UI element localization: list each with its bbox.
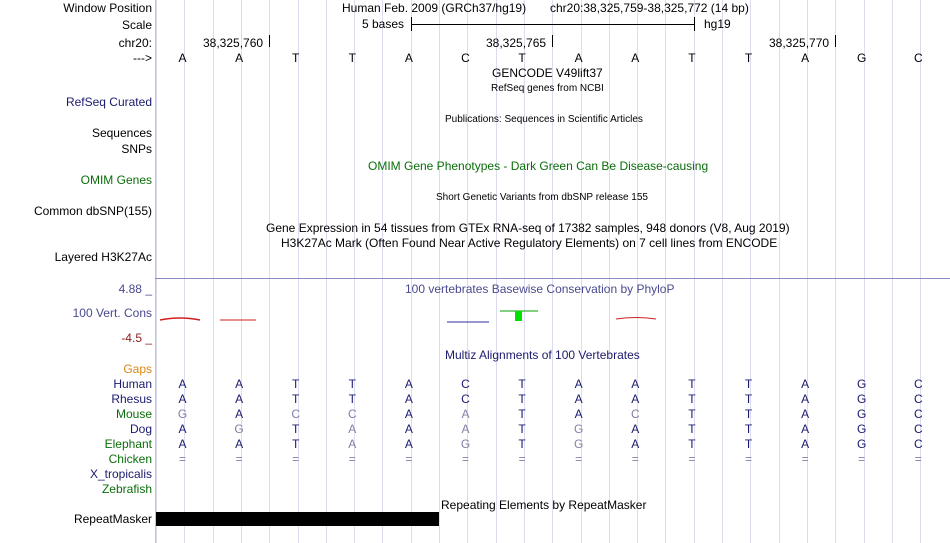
alignment-base: T bbox=[688, 377, 696, 391]
repeatmasker-track-title: Repeating Elements by RepeatMasker bbox=[441, 498, 647, 512]
alignment-base: A bbox=[801, 407, 810, 421]
alignment-base: A bbox=[631, 377, 640, 391]
conservation-max-label: 4.88 _ bbox=[118, 282, 152, 296]
alignment-base: A bbox=[631, 437, 640, 451]
alignment-base: C bbox=[913, 377, 923, 391]
species-label[interactable]: Mouse bbox=[115, 407, 152, 421]
alignment-base: G bbox=[857, 392, 867, 406]
gridline bbox=[269, 0, 270, 543]
alignment-base: C bbox=[913, 437, 923, 451]
vert-cons-label[interactable]: 100 Vert. Cons bbox=[72, 306, 152, 320]
alignment-base: = bbox=[631, 452, 639, 466]
repeatmasker-label[interactable]: RepeatMasker bbox=[73, 512, 152, 526]
alignment-base: C bbox=[913, 407, 923, 421]
alignment-base: T bbox=[518, 407, 526, 421]
scale-db: hg19 bbox=[704, 17, 731, 31]
coord-tick-label: 38,325,760 bbox=[203, 36, 264, 50]
gridline bbox=[213, 0, 214, 543]
alignment-base: = bbox=[292, 452, 300, 466]
scale-value: 5 bases bbox=[362, 17, 405, 31]
conservation-mark bbox=[515, 311, 522, 321]
gaps-label[interactable]: Gaps bbox=[123, 362, 152, 376]
sequences-label[interactable]: Sequences bbox=[91, 126, 152, 140]
alignment-base: A bbox=[235, 392, 244, 406]
coord-tick bbox=[269, 35, 270, 47]
alignment-base: T bbox=[518, 377, 526, 391]
alignment-base: = bbox=[914, 452, 922, 466]
species-label[interactable]: Rhesus bbox=[111, 392, 152, 406]
alignment-base: T bbox=[348, 392, 356, 406]
alignment-base: A bbox=[801, 437, 810, 451]
alignment-base: C bbox=[913, 392, 923, 406]
alignment-base: G bbox=[857, 437, 867, 451]
alignment-base: A bbox=[178, 377, 187, 391]
assembly-name: Human Feb. 2009 (GRCh37/hg19) bbox=[342, 1, 527, 15]
alignment-base: T bbox=[744, 392, 753, 406]
coord-tick bbox=[552, 35, 553, 47]
reference-base: T bbox=[348, 51, 356, 65]
scale-label: Scale bbox=[121, 18, 152, 32]
alignment-base: T bbox=[292, 437, 300, 451]
coord-tick bbox=[835, 35, 836, 47]
species-label[interactable]: Zebrafish bbox=[101, 482, 152, 496]
alignment-base: T bbox=[348, 377, 356, 391]
conservation-plot bbox=[156, 305, 950, 325]
label-separator bbox=[155, 0, 156, 543]
gridline bbox=[382, 0, 383, 543]
coord-tick-label: 38,325,770 bbox=[769, 36, 830, 50]
scale-bar bbox=[411, 24, 694, 25]
alignment-base: A bbox=[801, 422, 810, 436]
reference-base: A bbox=[574, 51, 583, 65]
alignment-base: A bbox=[574, 392, 583, 406]
alignment-base: = bbox=[744, 452, 752, 466]
gridline bbox=[665, 0, 666, 543]
alignment-base: T bbox=[518, 392, 526, 406]
alignment-base: G bbox=[234, 422, 244, 436]
alignment-base: C bbox=[461, 377, 470, 391]
position-readout: chr20:38,325,759-38,325,772 (14 bp) bbox=[550, 1, 749, 15]
alignment-base: A bbox=[235, 407, 244, 421]
alignment-base: T bbox=[518, 422, 526, 436]
reference-base: T bbox=[744, 51, 753, 65]
alignment-base: T bbox=[744, 422, 753, 436]
multiz-track-title: Multiz Alignments of 100 Vertebrates bbox=[445, 348, 640, 362]
h3k27ac-track-title: H3K27Ac Mark (Often Found Near Active Regulatory Elements) on 7 cell lines from ENCODE bbox=[281, 236, 778, 250]
alignment-base: = bbox=[575, 452, 583, 466]
refseq-curated-label[interactable]: RefSeq Curated bbox=[65, 95, 152, 109]
alignment-base: T bbox=[744, 407, 753, 421]
alignment-base: = bbox=[688, 452, 696, 466]
reference-base: A bbox=[235, 51, 244, 65]
alignment-base: = bbox=[405, 452, 413, 466]
alignment-base: G bbox=[574, 422, 584, 436]
omim-genes-label[interactable]: OMIM Genes bbox=[80, 173, 152, 187]
conservation-mark bbox=[616, 318, 656, 320]
reference-base: A bbox=[631, 51, 640, 65]
gridline bbox=[779, 0, 780, 543]
alignment-base: = bbox=[178, 452, 186, 466]
species-label[interactable]: Human bbox=[113, 377, 152, 391]
alignment-base: G bbox=[857, 407, 867, 421]
alignment-base: T bbox=[744, 377, 753, 391]
common-dbsnp-label[interactable]: Common dbSNP(155) bbox=[33, 204, 152, 218]
strand-label: ---> bbox=[133, 51, 152, 65]
alignment-base: A bbox=[574, 377, 583, 391]
window-position-label: Window Position bbox=[63, 1, 152, 15]
alignment-base: = bbox=[461, 452, 469, 466]
reference-base: G bbox=[857, 51, 867, 65]
alignment-base: T bbox=[292, 422, 300, 436]
alignment-base: A bbox=[404, 422, 413, 436]
alignment-base: G bbox=[857, 377, 867, 391]
reference-base: A bbox=[801, 51, 810, 65]
reference-base: T bbox=[688, 51, 696, 65]
conservation-track-title: 100 vertebrates Basewise Conservation by PhyloP bbox=[405, 282, 675, 296]
reference-base: T bbox=[292, 51, 300, 65]
scale-bar-right-tick bbox=[694, 17, 695, 31]
alignment-base: A bbox=[235, 437, 244, 451]
alignment-base: T bbox=[688, 407, 696, 421]
alignment-base: C bbox=[291, 407, 301, 421]
species-label[interactable]: Dog bbox=[129, 422, 152, 436]
snps-label[interactable]: SNPs bbox=[121, 142, 152, 156]
conservation-track-border bbox=[155, 278, 950, 279]
alignment-base: = bbox=[858, 452, 866, 466]
alignment-base: C bbox=[630, 407, 640, 421]
alignment-base: A bbox=[178, 392, 187, 406]
alignment-base: G bbox=[460, 437, 471, 451]
alignment-base: G bbox=[177, 407, 188, 421]
alignment-base: T bbox=[292, 392, 300, 406]
reference-base: C bbox=[913, 51, 923, 65]
species-label[interactable]: X_tropicalis bbox=[89, 467, 152, 481]
reference-base: C bbox=[461, 51, 470, 65]
alignment-base: A bbox=[461, 407, 470, 421]
alignment-base: T bbox=[688, 422, 696, 436]
alignment-base: = bbox=[235, 452, 243, 466]
alignment-base: A bbox=[404, 377, 413, 391]
conservation-mark bbox=[160, 318, 200, 320]
alignment-base: T bbox=[744, 437, 753, 451]
alignment-base: T bbox=[688, 437, 696, 451]
alignment-base: A bbox=[348, 422, 357, 436]
alignment-base: = bbox=[518, 452, 526, 466]
alignment-base: C bbox=[347, 407, 357, 421]
species-label[interactable]: Chicken bbox=[108, 452, 152, 466]
alignment-base: A bbox=[178, 437, 187, 451]
gridline bbox=[835, 0, 836, 543]
coord-tick-label: 38,325,765 bbox=[486, 36, 547, 50]
alignment-base: G bbox=[857, 422, 867, 436]
reference-base: T bbox=[518, 51, 526, 65]
alignment-base: A bbox=[574, 407, 583, 421]
alignment-base: A bbox=[631, 422, 640, 436]
alignment-base: A bbox=[461, 422, 470, 436]
alignment-base: A bbox=[631, 392, 640, 406]
conservation-min-label: -4.5 _ bbox=[121, 331, 152, 345]
alignment-base: A bbox=[348, 437, 357, 451]
reference-base: A bbox=[178, 51, 187, 65]
omim-track-title: OMIM Gene Phenotypes - Dark Green Can Be Disease-causing bbox=[368, 159, 709, 173]
alignment-base: A bbox=[404, 392, 413, 406]
alignment-base: T bbox=[292, 377, 300, 391]
alignment-base: T bbox=[688, 392, 696, 406]
alignment-base: A bbox=[404, 407, 413, 421]
gencode-track-title[interactable]: GENCODE V49lift37 bbox=[492, 66, 603, 80]
gridline bbox=[156, 0, 157, 543]
alignment-base: A bbox=[235, 377, 244, 391]
alignment-base: A bbox=[801, 392, 810, 406]
reference-base: A bbox=[404, 51, 413, 65]
refseq-track-subtitle: RefSeq genes from NCBI bbox=[491, 83, 604, 94]
alignment-base: C bbox=[461, 392, 470, 406]
alignment-base: C bbox=[913, 422, 923, 436]
alignment-base: T bbox=[518, 437, 526, 451]
repeat-element-block[interactable] bbox=[156, 512, 439, 526]
chrom-label: chr20: bbox=[118, 36, 152, 50]
gridline bbox=[439, 0, 440, 543]
gridline bbox=[722, 0, 723, 543]
gridline bbox=[609, 0, 610, 543]
gtex-track-title: Gene Expression in 54 tissues from GTEx RNA-seq of 17382 samples, 948 donors (V8, Aug 2019) bbox=[266, 221, 790, 235]
alignment-base: G bbox=[574, 437, 584, 451]
alignment-base: = bbox=[801, 452, 809, 466]
alignment-base: = bbox=[348, 452, 356, 466]
gridline bbox=[892, 0, 893, 543]
gridline bbox=[326, 0, 327, 543]
alignment-base: A bbox=[801, 377, 810, 391]
alignment-base: A bbox=[178, 422, 187, 436]
layered-h3k27ac-label[interactable]: Layered H3K27Ac bbox=[54, 250, 152, 264]
dbsnp-track-title: Short Genetic Variants from dbSNP release 155 bbox=[436, 192, 648, 203]
species-label[interactable]: Elephant bbox=[104, 437, 152, 451]
publications-track-title: Publications: Sequences in Scientific Articles bbox=[445, 114, 643, 125]
alignment-base: A bbox=[404, 437, 413, 451]
